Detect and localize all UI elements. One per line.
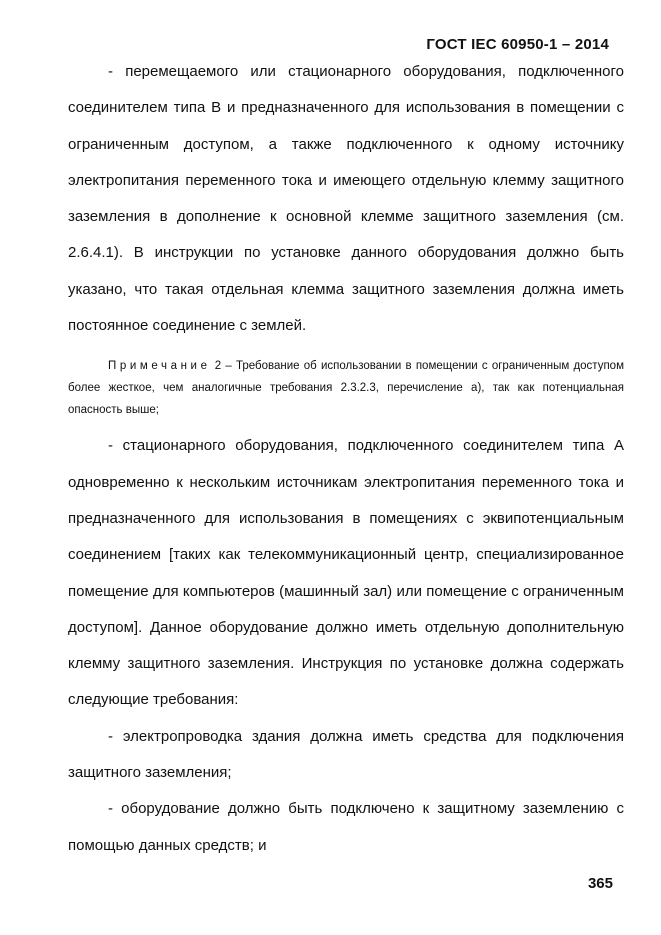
note-2	[68, 355, 624, 421]
note-text: 2 – Требование об использовании в помещении с ограниченным доступом более жесткое, чем аналогичные требования 2.3.2.3, перечисление а), так как потенциальная опасность выше;	[68, 360, 624, 417]
note-label: Примечание	[108, 360, 211, 373]
page-number: 365	[587, 875, 613, 892]
paragraph-movable-equipment: - перемещаемого или стационарного оборудования, подключенного соединителем типа В и предназначенного для использования в помещении с ограниченным доступом, а также подключенного к одному источнику электропитания переменного тока и имеющего отдельную клемму защитного заземления в дополнение к основной клемме защитного заземления (см. 2.6.4.1). В инструкции по установке данного оборудования должно быть указано, что такая отдельная клемма защитного заземления должна иметь постоянное соединение с землей.	[68, 63, 624, 335]
paragraph-building-wiring: - электропроводка здания должна иметь средства для подключения защитного заземления;	[68, 727, 624, 782]
document-body	[68, 54, 624, 864]
paragraph-equipment-connection: - оборудование должно быть подключено к защитному заземлению с помощью данных средств; и	[68, 800, 624, 854]
document-header: ГОСТ IEC 60950-1 – 2014	[426, 36, 609, 53]
paragraph-stationary-equipment: - стационарного оборудования, подключенного соединителем типа А одновременно к нескольким источникам электропитания переменного тока и предназначенного для использования в помещениях с эквипотенциальным соединением [таких как телекоммуникационный центр, специализированное помещение для компьютеров (машинный зал) или помещение с ограниченным доступом]. Данное оборудование должно иметь отдельную дополнительную клемму защитного заземления. Инструкция по установке должна содержать следующие требования:	[68, 437, 624, 709]
